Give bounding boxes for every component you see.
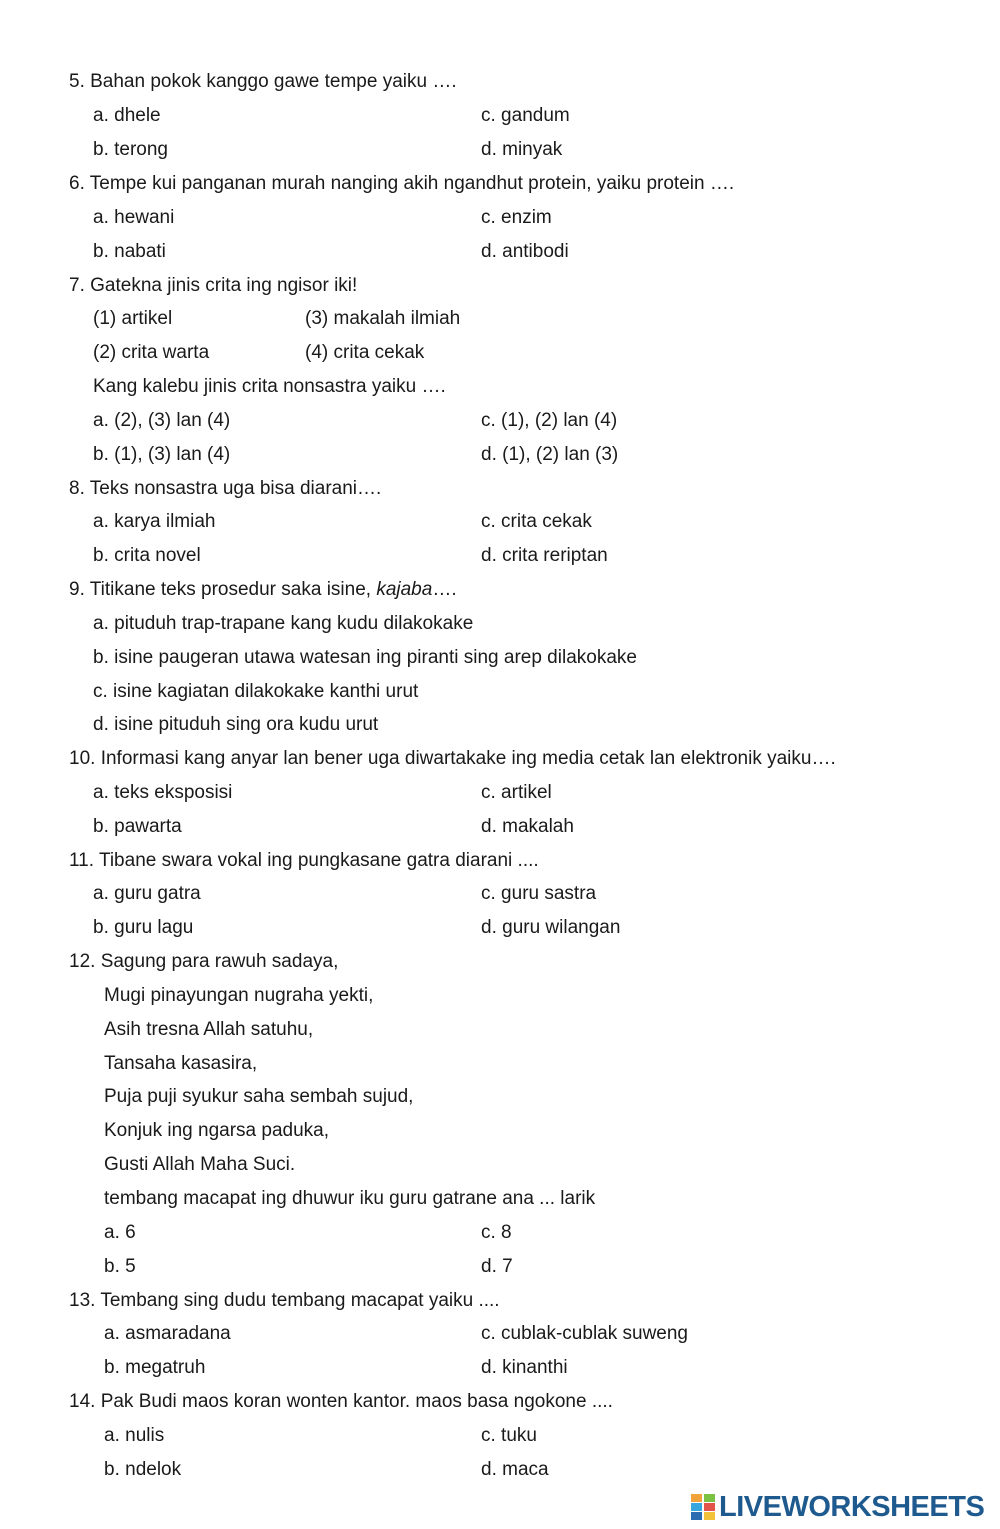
q7-item-4: (4) crita cekak: [305, 342, 425, 363]
q11-option-c[interactable]: c. guru sastra: [481, 883, 597, 904]
q11-option-a[interactable]: a. guru gatra: [93, 883, 201, 904]
q9-text-italic: kajaba: [376, 579, 433, 600]
q9-option-a[interactable]: a. pituduh trap-trapane kang kudu dilakokake: [93, 613, 474, 634]
q7-item-3: (3) makalah ilmiah: [305, 308, 461, 329]
q14-option-a[interactable]: a. nulis: [104, 1425, 165, 1446]
question-7: 7. Gatekna jinis crita ing ngisor iki!: [69, 275, 358, 296]
q13-option-b[interactable]: b. megatruh: [104, 1357, 206, 1378]
q8-option-a[interactable]: a. karya ilmiah: [93, 511, 216, 532]
q8-option-c[interactable]: c. crita cekak: [481, 511, 592, 532]
q8-option-b[interactable]: b. crita novel: [93, 545, 201, 566]
q7-option-a[interactable]: a. (2), (3) lan (4): [93, 410, 231, 431]
q11-option-b[interactable]: b. guru lagu: [93, 917, 194, 938]
q6-option-a[interactable]: a. hewani: [93, 207, 175, 228]
q12-option-d[interactable]: d. 7: [481, 1256, 513, 1277]
q7-prompt: Kang kalebu jinis crita nonsastra yaiku ….: [93, 376, 446, 397]
q14-option-c[interactable]: c. tuku: [481, 1425, 537, 1446]
question-6: 6. Tempe kui panganan murah nanging akih ngandhut protein, yaiku protein ….: [69, 173, 735, 194]
q5-option-a[interactable]: a. dhele: [93, 105, 161, 126]
q9-text-suffix: ….: [432, 579, 457, 600]
q13-option-c[interactable]: c. cublak-cublak suweng: [481, 1323, 688, 1344]
q14-option-d[interactable]: d. maca: [481, 1459, 549, 1480]
q12-option-c[interactable]: c. 8: [481, 1222, 512, 1243]
q12-option-a[interactable]: a. 6: [104, 1222, 136, 1243]
liveworksheets-logo-text: LIVEWORKSHEETS: [719, 1490, 985, 1523]
question-14: 14. Pak Budi maos koran wonten kantor. maos basa ngokone ....: [69, 1391, 613, 1412]
q10-option-b[interactable]: b. pawarta: [93, 816, 182, 837]
q12-verse-line: Gusti Allah Maha Suci.: [104, 1154, 296, 1175]
q7-item-1: (1) artikel: [93, 308, 173, 329]
q5-option-b[interactable]: b. terong: [93, 139, 168, 160]
q13-option-a[interactable]: a. asmaradana: [104, 1323, 231, 1344]
q12-verse-line: Konjuk ing ngarsa paduka,: [104, 1120, 329, 1141]
question-13: 13. Tembang sing dudu tembang macapat yaiku ....: [69, 1290, 500, 1311]
q13-option-d[interactable]: d. kinanthi: [481, 1357, 568, 1378]
q9-option-c[interactable]: c. isine kagiatan dilakokake kanthi urut: [93, 681, 419, 702]
q11-option-d[interactable]: d. guru wilangan: [481, 917, 621, 938]
q12-verse-line: Mugi pinayungan nugraha yekti,: [104, 985, 374, 1006]
liveworksheets-logo: [690, 1489, 984, 1525]
question-8: 8. Teks nonsastra uga bisa diarani….: [69, 478, 382, 499]
q9-option-d[interactable]: d. isine pituduh sing ora kudu urut: [93, 714, 379, 735]
q10-option-a[interactable]: a. teks eksposisi: [93, 782, 233, 803]
q12-verse-line: Asih tresna Allah satuhu,: [104, 1019, 314, 1040]
question-10: 10. Informasi kang anyar lan bener uga diwartakake ing media cetak lan elektronik yaiku….: [69, 748, 836, 769]
q10-option-c[interactable]: c. artikel: [481, 782, 552, 803]
q12-option-b[interactable]: b. 5: [104, 1256, 136, 1277]
q6-option-c[interactable]: c. enzim: [481, 207, 552, 228]
q12-prompt: tembang macapat ing dhuwur iku guru gatrane ana ... larik: [104, 1188, 596, 1209]
q9-text-prefix: 9. Titikane teks prosedur saka isine,: [69, 579, 377, 600]
q5-option-d[interactable]: d. minyak: [481, 139, 563, 160]
q7-item-2: (2) crita warta: [93, 342, 210, 363]
q7-option-d[interactable]: d. (1), (2) lan (3): [481, 444, 619, 465]
q5-option-c[interactable]: c. gandum: [481, 105, 570, 126]
question-11: 11. Tibane swara vokal ing pungkasane gatra diarani ....: [69, 850, 539, 871]
liveworksheets-blocks-icon: [690, 1493, 716, 1521]
q6-option-b[interactable]: b. nabati: [93, 241, 166, 262]
question-12: 12. Sagung para rawuh sadaya,: [69, 951, 339, 972]
q12-verse-line: Tansaha kasasira,: [104, 1053, 258, 1074]
q8-option-d[interactable]: d. crita reriptan: [481, 545, 608, 566]
q6-option-d[interactable]: d. antibodi: [481, 241, 569, 262]
question-5: 5. Bahan pokok kanggo gawe tempe yaiku ….: [69, 71, 457, 92]
q12-verse-line: Puja puji syukur saha sembah sujud,: [104, 1086, 414, 1107]
q7-option-b[interactable]: b. (1), (3) lan (4): [93, 444, 231, 465]
q10-option-d[interactable]: d. makalah: [481, 816, 574, 837]
question-9: [69, 579, 457, 601]
q9-option-b[interactable]: b. isine paugeran utawa watesan ing piranti sing arep dilakokake: [93, 647, 637, 668]
q14-option-b[interactable]: b. ndelok: [104, 1459, 182, 1480]
q7-option-c[interactable]: c. (1), (2) lan (4): [481, 410, 618, 431]
